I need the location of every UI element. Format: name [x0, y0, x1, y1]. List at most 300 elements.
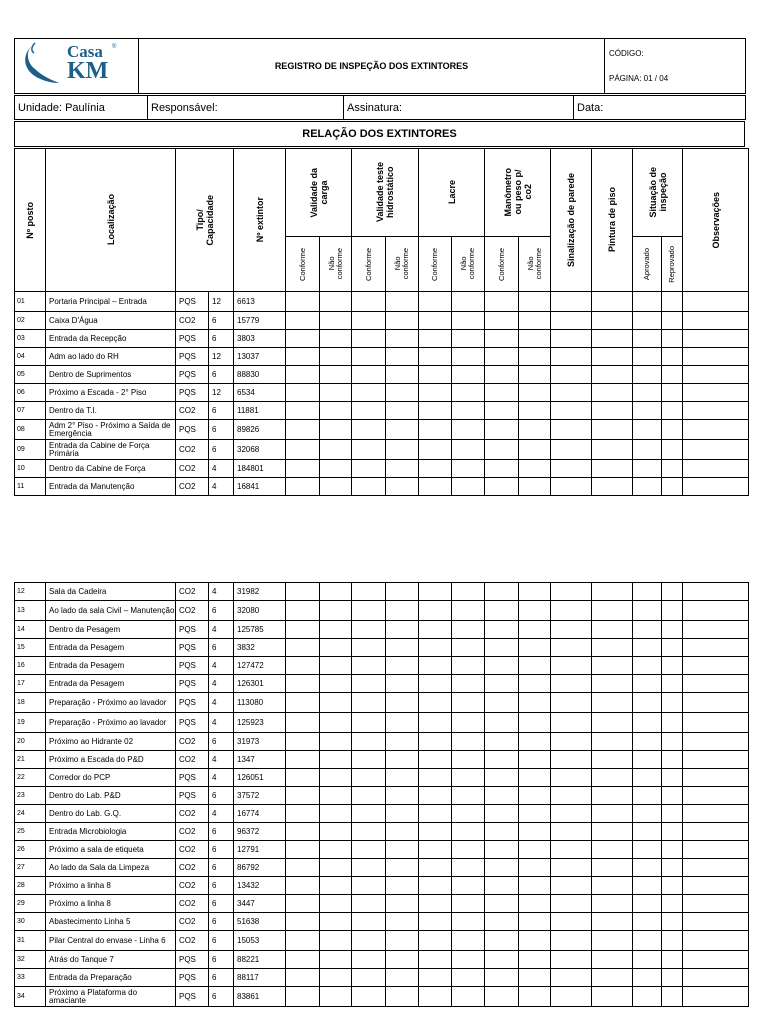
check-cell[interactable]	[452, 366, 485, 384]
check-cell[interactable]	[386, 366, 419, 384]
check-cell[interactable]	[683, 693, 749, 713]
check-cell[interactable]	[352, 805, 386, 823]
check-cell[interactable]	[352, 969, 386, 987]
check-cell[interactable]	[286, 366, 320, 384]
check-cell[interactable]	[662, 657, 683, 675]
check-cell[interactable]	[519, 675, 551, 693]
assinatura-field[interactable]: Assinatura:	[344, 96, 574, 120]
check-cell[interactable]	[320, 440, 352, 460]
check-cell[interactable]	[683, 657, 749, 675]
check-cell[interactable]	[286, 583, 320, 601]
check-cell[interactable]	[633, 330, 662, 348]
check-cell[interactable]	[551, 859, 592, 877]
check-cell[interactable]	[592, 693, 633, 713]
check-cell[interactable]	[419, 969, 452, 987]
check-cell[interactable]	[286, 478, 320, 496]
check-cell[interactable]	[662, 969, 683, 987]
check-cell[interactable]	[683, 583, 749, 601]
check-cell[interactable]	[592, 823, 633, 841]
check-cell[interactable]	[286, 913, 320, 931]
check-cell[interactable]	[519, 859, 551, 877]
check-cell[interactable]	[662, 478, 683, 496]
check-cell[interactable]	[386, 769, 419, 787]
check-cell[interactable]	[352, 384, 386, 402]
check-cell[interactable]	[551, 693, 592, 713]
check-cell[interactable]	[592, 877, 633, 895]
check-cell[interactable]	[662, 420, 683, 440]
check-cell[interactable]	[452, 312, 485, 330]
check-cell[interactable]	[386, 639, 419, 657]
check-cell[interactable]	[386, 693, 419, 713]
check-cell[interactable]	[592, 420, 633, 440]
check-cell[interactable]	[386, 478, 419, 496]
check-cell[interactable]	[352, 693, 386, 713]
check-cell[interactable]	[519, 583, 551, 601]
check-cell[interactable]	[286, 657, 320, 675]
check-cell[interactable]	[485, 913, 519, 931]
check-cell[interactable]	[662, 460, 683, 478]
check-cell[interactable]	[592, 675, 633, 693]
check-cell[interactable]	[286, 733, 320, 751]
check-cell[interactable]	[662, 713, 683, 733]
check-cell[interactable]	[386, 330, 419, 348]
check-cell[interactable]	[683, 460, 749, 478]
check-cell[interactable]	[633, 348, 662, 366]
check-cell[interactable]	[452, 292, 485, 312]
check-cell[interactable]	[592, 769, 633, 787]
check-cell[interactable]	[662, 621, 683, 639]
check-cell[interactable]	[286, 292, 320, 312]
check-cell[interactable]	[551, 987, 592, 1007]
check-cell[interactable]	[633, 440, 662, 460]
check-cell[interactable]	[592, 657, 633, 675]
check-cell[interactable]	[352, 460, 386, 478]
check-cell[interactable]	[419, 859, 452, 877]
check-cell[interactable]	[519, 987, 551, 1007]
check-cell[interactable]	[683, 420, 749, 440]
check-cell[interactable]	[419, 384, 452, 402]
check-cell[interactable]	[452, 601, 485, 621]
check-cell[interactable]	[592, 384, 633, 402]
check-cell[interactable]	[452, 621, 485, 639]
check-cell[interactable]	[485, 621, 519, 639]
check-cell[interactable]	[320, 292, 352, 312]
check-cell[interactable]	[352, 675, 386, 693]
check-cell[interactable]	[592, 751, 633, 769]
check-cell[interactable]	[386, 805, 419, 823]
check-cell[interactable]	[286, 877, 320, 895]
check-cell[interactable]	[386, 348, 419, 366]
check-cell[interactable]	[452, 693, 485, 713]
check-cell[interactable]	[662, 693, 683, 713]
check-cell[interactable]	[320, 859, 352, 877]
check-cell[interactable]	[452, 913, 485, 931]
check-cell[interactable]	[633, 769, 662, 787]
check-cell[interactable]	[320, 877, 352, 895]
check-cell[interactable]	[519, 440, 551, 460]
check-cell[interactable]	[352, 841, 386, 859]
check-cell[interactable]	[683, 330, 749, 348]
check-cell[interactable]	[286, 769, 320, 787]
responsavel-field[interactable]: Responsável:	[148, 96, 344, 120]
check-cell[interactable]	[592, 805, 633, 823]
check-cell[interactable]	[352, 601, 386, 621]
check-cell[interactable]	[519, 478, 551, 496]
check-cell[interactable]	[633, 733, 662, 751]
check-cell[interactable]	[683, 895, 749, 913]
check-cell[interactable]	[551, 384, 592, 402]
check-cell[interactable]	[485, 384, 519, 402]
check-cell[interactable]	[352, 913, 386, 931]
check-cell[interactable]	[551, 601, 592, 621]
check-cell[interactable]	[419, 805, 452, 823]
check-cell[interactable]	[352, 478, 386, 496]
check-cell[interactable]	[592, 583, 633, 601]
check-cell[interactable]	[551, 969, 592, 987]
check-cell[interactable]	[633, 969, 662, 987]
check-cell[interactable]	[352, 312, 386, 330]
check-cell[interactable]	[551, 657, 592, 675]
check-cell[interactable]	[592, 913, 633, 931]
check-cell[interactable]	[633, 621, 662, 639]
check-cell[interactable]	[320, 805, 352, 823]
check-cell[interactable]	[662, 292, 683, 312]
check-cell[interactable]	[633, 312, 662, 330]
check-cell[interactable]	[633, 657, 662, 675]
check-cell[interactable]	[452, 402, 485, 420]
check-cell[interactable]	[551, 402, 592, 420]
check-cell[interactable]	[386, 292, 419, 312]
check-cell[interactable]	[592, 931, 633, 951]
check-cell[interactable]	[485, 859, 519, 877]
check-cell[interactable]	[485, 639, 519, 657]
check-cell[interactable]	[519, 877, 551, 895]
check-cell[interactable]	[352, 951, 386, 969]
check-cell[interactable]	[592, 713, 633, 733]
check-cell[interactable]	[286, 713, 320, 733]
check-cell[interactable]	[286, 693, 320, 713]
check-cell[interactable]	[592, 733, 633, 751]
check-cell[interactable]	[452, 675, 485, 693]
check-cell[interactable]	[683, 859, 749, 877]
check-cell[interactable]	[662, 675, 683, 693]
check-cell[interactable]	[286, 823, 320, 841]
check-cell[interactable]	[551, 330, 592, 348]
check-cell[interactable]	[320, 895, 352, 913]
check-cell[interactable]	[286, 330, 320, 348]
check-cell[interactable]	[485, 478, 519, 496]
check-cell[interactable]	[633, 384, 662, 402]
check-cell[interactable]	[551, 787, 592, 805]
check-cell[interactable]	[592, 440, 633, 460]
check-cell[interactable]	[452, 769, 485, 787]
check-cell[interactable]	[452, 420, 485, 440]
check-cell[interactable]	[662, 769, 683, 787]
check-cell[interactable]	[485, 440, 519, 460]
check-cell[interactable]	[519, 384, 551, 402]
check-cell[interactable]	[485, 583, 519, 601]
check-cell[interactable]	[452, 969, 485, 987]
check-cell[interactable]	[452, 460, 485, 478]
check-cell[interactable]	[352, 987, 386, 1007]
check-cell[interactable]	[485, 733, 519, 751]
check-cell[interactable]	[419, 951, 452, 969]
check-cell[interactable]	[419, 601, 452, 621]
check-cell[interactable]	[519, 805, 551, 823]
check-cell[interactable]	[551, 931, 592, 951]
check-cell[interactable]	[485, 330, 519, 348]
check-cell[interactable]	[352, 787, 386, 805]
check-cell[interactable]	[286, 751, 320, 769]
check-cell[interactable]	[519, 769, 551, 787]
check-cell[interactable]	[452, 330, 485, 348]
check-cell[interactable]	[519, 460, 551, 478]
check-cell[interactable]	[386, 951, 419, 969]
check-cell[interactable]	[683, 751, 749, 769]
check-cell[interactable]	[320, 693, 352, 713]
check-cell[interactable]	[519, 639, 551, 657]
check-cell[interactable]	[662, 931, 683, 951]
check-cell[interactable]	[683, 384, 749, 402]
check-cell[interactable]	[320, 787, 352, 805]
check-cell[interactable]	[352, 769, 386, 787]
check-cell[interactable]	[320, 841, 352, 859]
check-cell[interactable]	[592, 639, 633, 657]
check-cell[interactable]	[386, 931, 419, 951]
check-cell[interactable]	[633, 951, 662, 969]
check-cell[interactable]	[683, 787, 749, 805]
check-cell[interactable]	[662, 751, 683, 769]
check-cell[interactable]	[452, 583, 485, 601]
check-cell[interactable]	[320, 751, 352, 769]
check-cell[interactable]	[485, 420, 519, 440]
check-cell[interactable]	[452, 987, 485, 1007]
check-cell[interactable]	[452, 384, 485, 402]
check-cell[interactable]	[452, 440, 485, 460]
check-cell[interactable]	[352, 366, 386, 384]
check-cell[interactable]	[352, 713, 386, 733]
check-cell[interactable]	[519, 402, 551, 420]
check-cell[interactable]	[633, 675, 662, 693]
check-cell[interactable]	[662, 330, 683, 348]
check-cell[interactable]	[320, 823, 352, 841]
check-cell[interactable]	[662, 877, 683, 895]
check-cell[interactable]	[320, 312, 352, 330]
check-cell[interactable]	[452, 805, 485, 823]
check-cell[interactable]	[519, 621, 551, 639]
check-cell[interactable]	[419, 292, 452, 312]
check-cell[interactable]	[485, 823, 519, 841]
check-cell[interactable]	[419, 402, 452, 420]
check-cell[interactable]	[683, 639, 749, 657]
check-cell[interactable]	[683, 292, 749, 312]
check-cell[interactable]	[683, 675, 749, 693]
check-cell[interactable]	[633, 823, 662, 841]
check-cell[interactable]	[386, 601, 419, 621]
check-cell[interactable]	[485, 402, 519, 420]
check-cell[interactable]	[320, 366, 352, 384]
check-cell[interactable]	[286, 987, 320, 1007]
check-cell[interactable]	[419, 895, 452, 913]
check-cell[interactable]	[452, 859, 485, 877]
check-cell[interactable]	[386, 384, 419, 402]
check-cell[interactable]	[662, 601, 683, 621]
check-cell[interactable]	[519, 895, 551, 913]
check-cell[interactable]	[551, 312, 592, 330]
data-field[interactable]: Data:	[574, 96, 746, 120]
check-cell[interactable]	[419, 420, 452, 440]
check-cell[interactable]	[286, 805, 320, 823]
check-cell[interactable]	[683, 312, 749, 330]
check-cell[interactable]	[662, 348, 683, 366]
check-cell[interactable]	[419, 621, 452, 639]
check-cell[interactable]	[485, 931, 519, 951]
check-cell[interactable]	[419, 823, 452, 841]
check-cell[interactable]	[683, 621, 749, 639]
check-cell[interactable]	[452, 787, 485, 805]
check-cell[interactable]	[419, 693, 452, 713]
check-cell[interactable]	[592, 348, 633, 366]
check-cell[interactable]	[519, 420, 551, 440]
check-cell[interactable]	[352, 440, 386, 460]
check-cell[interactable]	[662, 841, 683, 859]
check-cell[interactable]	[551, 366, 592, 384]
check-cell[interactable]	[485, 693, 519, 713]
check-cell[interactable]	[286, 841, 320, 859]
check-cell[interactable]	[352, 823, 386, 841]
check-cell[interactable]	[386, 657, 419, 675]
check-cell[interactable]	[386, 312, 419, 330]
check-cell[interactable]	[419, 841, 452, 859]
check-cell[interactable]	[662, 787, 683, 805]
check-cell[interactable]	[551, 713, 592, 733]
check-cell[interactable]	[683, 440, 749, 460]
check-cell[interactable]	[419, 639, 452, 657]
check-cell[interactable]	[519, 931, 551, 951]
check-cell[interactable]	[633, 402, 662, 420]
check-cell[interactable]	[352, 895, 386, 913]
check-cell[interactable]	[551, 675, 592, 693]
check-cell[interactable]	[551, 769, 592, 787]
check-cell[interactable]	[419, 312, 452, 330]
check-cell[interactable]	[452, 841, 485, 859]
check-cell[interactable]	[662, 951, 683, 969]
check-cell[interactable]	[320, 460, 352, 478]
check-cell[interactable]	[352, 330, 386, 348]
check-cell[interactable]	[683, 478, 749, 496]
check-cell[interactable]	[551, 913, 592, 931]
check-cell[interactable]	[519, 292, 551, 312]
check-cell[interactable]	[485, 969, 519, 987]
check-cell[interactable]	[286, 348, 320, 366]
check-cell[interactable]	[683, 823, 749, 841]
check-cell[interactable]	[419, 583, 452, 601]
check-cell[interactable]	[320, 931, 352, 951]
check-cell[interactable]	[551, 583, 592, 601]
check-cell[interactable]	[633, 460, 662, 478]
check-cell[interactable]	[452, 951, 485, 969]
check-cell[interactable]	[320, 675, 352, 693]
check-cell[interactable]	[286, 384, 320, 402]
check-cell[interactable]	[551, 639, 592, 657]
check-cell[interactable]	[633, 420, 662, 440]
check-cell[interactable]	[485, 987, 519, 1007]
check-cell[interactable]	[633, 478, 662, 496]
check-cell[interactable]	[452, 713, 485, 733]
check-cell[interactable]	[286, 460, 320, 478]
check-cell[interactable]	[683, 713, 749, 733]
check-cell[interactable]	[551, 805, 592, 823]
check-cell[interactable]	[683, 601, 749, 621]
check-cell[interactable]	[386, 969, 419, 987]
check-cell[interactable]	[551, 621, 592, 639]
check-cell[interactable]	[452, 348, 485, 366]
check-cell[interactable]	[662, 805, 683, 823]
check-cell[interactable]	[352, 639, 386, 657]
check-cell[interactable]	[633, 895, 662, 913]
check-cell[interactable]	[683, 805, 749, 823]
check-cell[interactable]	[519, 713, 551, 733]
check-cell[interactable]	[592, 460, 633, 478]
check-cell[interactable]	[419, 913, 452, 931]
check-cell[interactable]	[419, 440, 452, 460]
check-cell[interactable]	[352, 877, 386, 895]
check-cell[interactable]	[662, 895, 683, 913]
check-cell[interactable]	[352, 420, 386, 440]
check-cell[interactable]	[551, 733, 592, 751]
check-cell[interactable]	[320, 601, 352, 621]
check-cell[interactable]	[683, 366, 749, 384]
check-cell[interactable]	[519, 693, 551, 713]
check-cell[interactable]	[662, 384, 683, 402]
check-cell[interactable]	[633, 805, 662, 823]
check-cell[interactable]	[592, 292, 633, 312]
check-cell[interactable]	[551, 877, 592, 895]
check-cell[interactable]	[320, 621, 352, 639]
check-cell[interactable]	[633, 987, 662, 1007]
check-cell[interactable]	[551, 841, 592, 859]
check-cell[interactable]	[452, 931, 485, 951]
check-cell[interactable]	[519, 601, 551, 621]
check-cell[interactable]	[419, 348, 452, 366]
check-cell[interactable]	[419, 751, 452, 769]
check-cell[interactable]	[519, 312, 551, 330]
check-cell[interactable]	[592, 366, 633, 384]
check-cell[interactable]	[633, 693, 662, 713]
check-cell[interactable]	[592, 330, 633, 348]
check-cell[interactable]	[519, 751, 551, 769]
check-cell[interactable]	[592, 601, 633, 621]
check-cell[interactable]	[286, 601, 320, 621]
check-cell[interactable]	[551, 420, 592, 440]
check-cell[interactable]	[633, 859, 662, 877]
check-cell[interactable]	[485, 751, 519, 769]
check-cell[interactable]	[352, 859, 386, 877]
check-cell[interactable]	[286, 895, 320, 913]
check-cell[interactable]	[452, 877, 485, 895]
check-cell[interactable]	[633, 601, 662, 621]
check-cell[interactable]	[386, 402, 419, 420]
check-cell[interactable]	[662, 987, 683, 1007]
check-cell[interactable]	[485, 769, 519, 787]
check-cell[interactable]	[286, 440, 320, 460]
check-cell[interactable]	[386, 675, 419, 693]
check-cell[interactable]	[286, 931, 320, 951]
check-cell[interactable]	[662, 366, 683, 384]
check-cell[interactable]	[662, 859, 683, 877]
check-cell[interactable]	[419, 657, 452, 675]
check-cell[interactable]	[519, 330, 551, 348]
